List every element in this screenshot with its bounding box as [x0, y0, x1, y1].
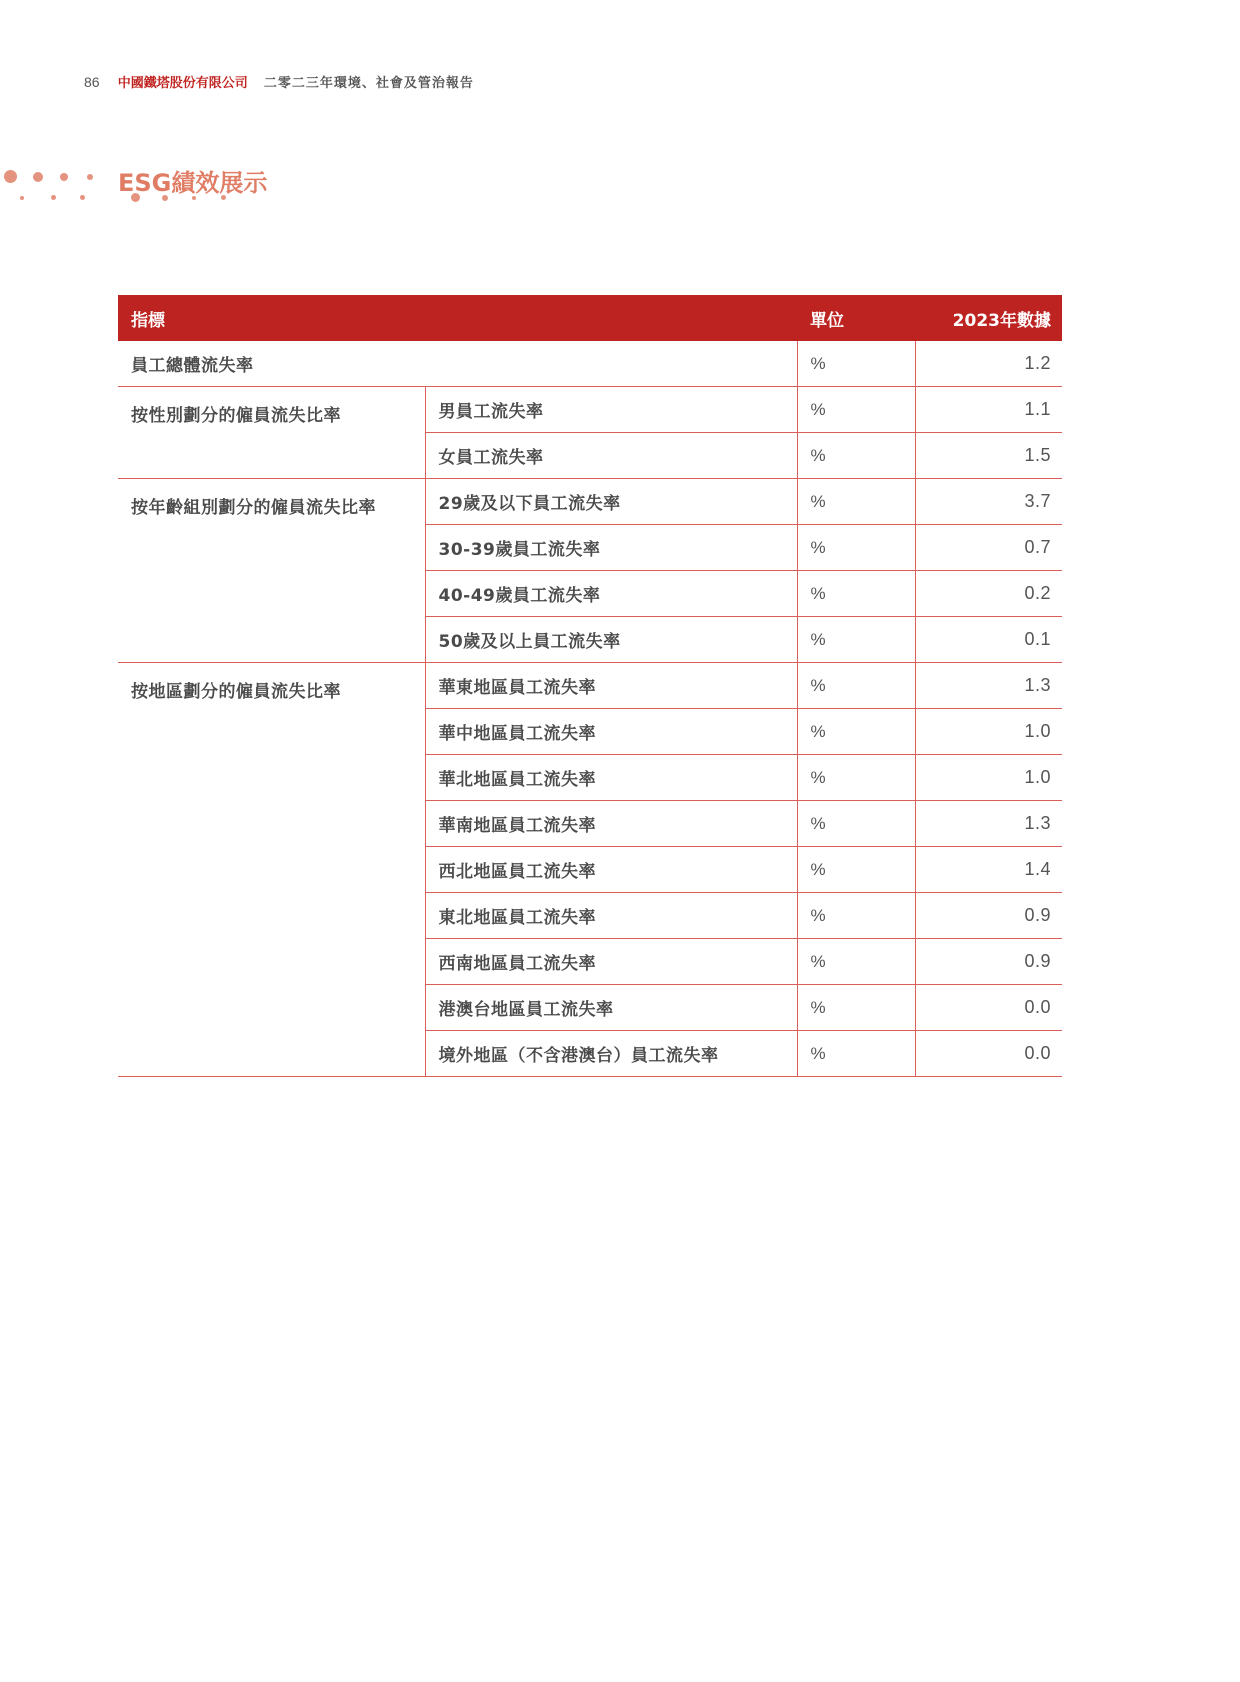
row-value: 1.2 [915, 341, 1062, 387]
dot [33, 172, 43, 182]
table-row [118, 387, 1062, 433]
row-label: 30-39歲員工流失率 [425, 525, 797, 571]
report-title: 二零二三年環境、社會及管治報告 [263, 76, 474, 91]
row-unit: % [797, 479, 915, 525]
row-label: 華北地區員工流失率 [425, 755, 797, 801]
row-unit: % [797, 1031, 915, 1077]
row-label: 華東地區員工流失率 [425, 663, 797, 709]
header-indicator: 指標 [118, 295, 797, 341]
category-gender: 按性別劃分的僱員流失比率 [118, 387, 425, 479]
row-unit: % [797, 341, 915, 387]
header-unit: 單位 [797, 295, 915, 341]
row-value: 1.3 [915, 663, 1062, 709]
row-label: 西北地區員工流失率 [425, 847, 797, 893]
row-value: 0.7 [915, 525, 1062, 571]
row-label: 女員工流失率 [425, 433, 797, 479]
dot [51, 195, 56, 200]
row-label: 男員工流失率 [425, 387, 797, 433]
row-value: 1.5 [915, 433, 1062, 479]
row-label: 29歲及以下員工流失率 [425, 479, 797, 525]
row-unit: % [797, 663, 915, 709]
row-value: 1.1 [915, 387, 1062, 433]
row-value: 0.0 [915, 1031, 1062, 1077]
row-unit: % [797, 893, 915, 939]
row-label: 40-49歲員工流失率 [425, 571, 797, 617]
esg-table [118, 295, 1062, 1077]
row-unit: % [797, 525, 915, 571]
row-label: 東北地區員工流失率 [425, 893, 797, 939]
dot [20, 196, 24, 200]
row-label: 境外地區（不含港澳台）員工流失率 [425, 1031, 797, 1077]
row-unit: % [797, 617, 915, 663]
row-unit: % [797, 939, 915, 985]
row-unit: % [797, 985, 915, 1031]
row-value: 0.9 [915, 939, 1062, 985]
row-value: 0.2 [915, 571, 1062, 617]
section-title: ESG績效展示 [118, 169, 268, 197]
page-header [84, 72, 474, 91]
table-row [118, 663, 1062, 709]
row-label: 港澳台地區員工流失率 [425, 985, 797, 1031]
row-value: 1.3 [915, 801, 1062, 847]
row-label: 員工總體流失率 [118, 341, 797, 387]
table-row [118, 479, 1062, 525]
row-label: 華南地區員工流失率 [425, 801, 797, 847]
dot [60, 173, 68, 181]
row-value: 1.0 [915, 709, 1062, 755]
dot [87, 174, 93, 180]
table-header-row [118, 295, 1062, 341]
row-unit: % [797, 847, 915, 893]
row-value: 0.1 [915, 617, 1062, 663]
row-unit: % [797, 433, 915, 479]
header-value: 2023年數據 [915, 295, 1062, 341]
row-unit: % [797, 801, 915, 847]
company-name: 中國鐵塔股份有限公司 [117, 76, 248, 91]
row-value: 1.4 [915, 847, 1062, 893]
category-region: 按地區劃分的僱員流失比率 [118, 663, 425, 1077]
row-unit: % [797, 571, 915, 617]
row-label: 50歲及以上員工流失率 [425, 617, 797, 663]
row-label: 西南地區員工流失率 [425, 939, 797, 985]
dot [4, 170, 17, 183]
dot [80, 195, 85, 200]
row-value: 0.9 [915, 893, 1062, 939]
category-age: 按年齡組別劃分的僱員流失比率 [118, 479, 425, 663]
row-value: 1.0 [915, 755, 1062, 801]
row-unit: % [797, 709, 915, 755]
table-row [118, 341, 1062, 387]
row-unit: % [797, 387, 915, 433]
page-number: 86 [84, 74, 100, 90]
row-value: 0.0 [915, 985, 1062, 1031]
row-label: 華中地區員工流失率 [425, 709, 797, 755]
row-unit: % [797, 755, 915, 801]
row-value: 3.7 [915, 479, 1062, 525]
